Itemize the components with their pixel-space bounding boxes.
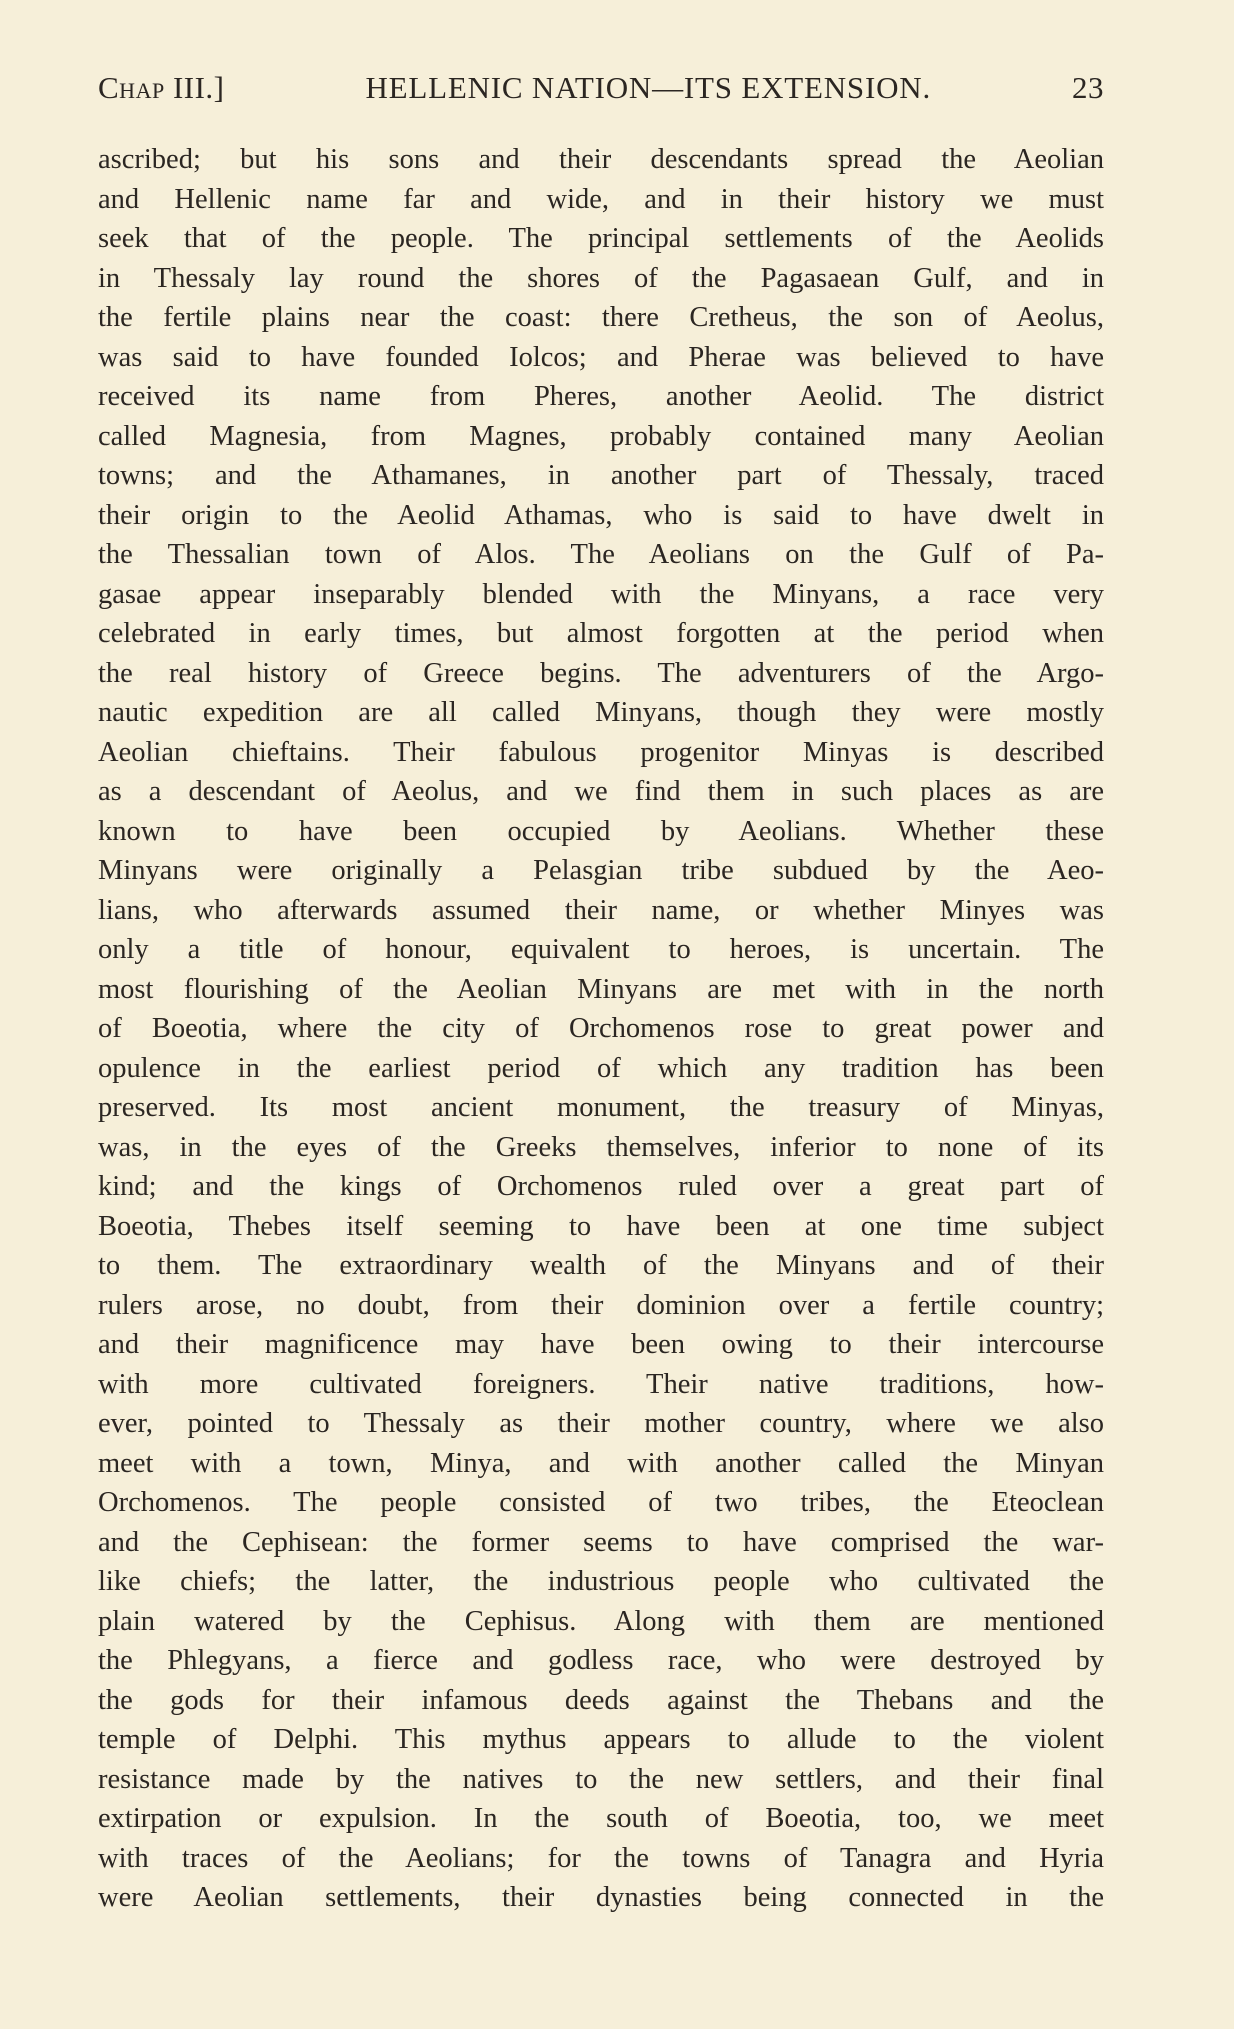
body-text — [98, 140, 1104, 1918]
text-line: Boeotia, Thebes itself seeming to have been at one time subject — [98, 1210, 1104, 1242]
text-line: extirpation or expulsion. In the south of Boeotia, too, we meet — [98, 1803, 1104, 1834]
text-line: with traces of the Aeolians; for the towns of Tanagra and Hyria — [98, 1842, 1104, 1874]
text-line: was said to have founded Iolcos; and Pherae was believed to have — [98, 341, 1104, 373]
text-line: temple of Delphi. This mythus appears to allude to the violent — [98, 1724, 1104, 1755]
text-line: with more cultivated foreigners. Their native traditions, how- — [98, 1368, 1104, 1400]
text-line: the gods for their infamous deeds against the Thebans and the — [98, 1684, 1104, 1716]
page-number: 23 — [1072, 70, 1104, 105]
text-line: and their magnificence may have been owing to their intercourse — [98, 1329, 1104, 1360]
text-line: towns; and the Athamanes, in another part of Thessaly, traced — [98, 460, 1104, 491]
text-line: ascribed; but his sons and their descendants spread the Aeolian — [98, 144, 1104, 175]
running-title: HELLENIC NATION—ITS EXTENSION. — [365, 70, 932, 105]
text-line: and Hellenic name far and wide, and in their history we must — [98, 183, 1104, 215]
text-line: seek that of the people. The principal settlements of the Aeolids — [98, 223, 1104, 254]
text-line: Aeolian chieftains. Their fabulous progenitor Minyas is described — [98, 736, 1104, 768]
text-line: was, in the eyes of the Greeks themselves, inferior to none of its — [98, 1131, 1104, 1163]
text-line: lians, who afterwards assumed their name, or whether Minyes was — [98, 894, 1104, 926]
text-line: meet with a town, Minya, and with another called the Minyan — [98, 1447, 1104, 1479]
text-line: like chiefs; the latter, the industrious people who cultivated the — [98, 1566, 1104, 1597]
text-line: to them. The extraordinary wealth of the Minyans and of their — [98, 1250, 1104, 1281]
text-line: were Aeolian settlements, their dynasties being connected in the — [98, 1882, 1104, 1913]
text-line: plain watered by the Cephisus. Along with them are mentioned — [98, 1605, 1104, 1637]
chapter-label: Chap III.] — [98, 70, 225, 105]
text-line: their origin to the Aeolid Athamas, who is said to have dwelt in — [98, 499, 1104, 531]
text-line: as a descendant of Aeolus, and we find them in such places as are — [98, 776, 1104, 807]
text-line: gasae appear inseparably blended with the Minyans, a race very — [98, 578, 1104, 610]
text-line: Minyans were originally a Pelasgian tribe subdued by the Aeo- — [98, 855, 1104, 886]
text-line: only a title of honour, equivalent to heroes, is uncertain. The — [98, 934, 1104, 965]
text-line: opulence in the earliest period of which any tradition has been — [98, 1052, 1104, 1084]
text-line: known to have been occupied by Aeolians. Whether these — [98, 815, 1104, 847]
text-line: resistance made by the natives to the new settlers, and their final — [98, 1763, 1104, 1795]
text-line: most flourishing of the Aeolian Minyans are met with in the north — [98, 973, 1104, 1005]
text-line: kind; and the kings of Orchomenos ruled over a great part of — [98, 1171, 1104, 1202]
text-line: preserved. Its most ancient monument, the treasury of Minyas, — [98, 1092, 1104, 1123]
text-line: rulers arose, no doubt, from their dominion over a fertile country; — [98, 1289, 1104, 1321]
text-line: the fertile plains near the coast: there Cretheus, the son of Aeolus, — [98, 302, 1104, 333]
text-line: the real history of Greece begins. The adventurers of the Argo- — [98, 657, 1104, 689]
running-head — [98, 70, 1104, 114]
text-line: the Thessalian town of Alos. The Aeolians on the Gulf of Pa- — [98, 539, 1104, 570]
text-line: Orchomenos. The people consisted of two tribes, the Eteoclean — [98, 1487, 1104, 1518]
text-line: celebrated in early times, but almost forgotten at the period when — [98, 618, 1104, 649]
text-line: received its name from Pheres, another Aeolid. The district — [98, 381, 1104, 412]
text-line: in Thessaly lay round the shores of the Pagasaean Gulf, and in — [98, 262, 1104, 294]
text-line: ever, pointed to Thessaly as their mother country, where we also — [98, 1408, 1104, 1439]
text-line: and the Cephisean: the former seems to have comprised the war- — [98, 1526, 1104, 1558]
text-line: nautic expedition are all called Minyans, though they were mostly — [98, 697, 1104, 728]
text-line: the Phlegyans, a fierce and godless race, who were destroyed by — [98, 1645, 1104, 1676]
text-line: called Magnesia, from Magnes, probably contained many Aeolian — [98, 420, 1104, 452]
text-line: of Boeotia, where the city of Orchomenos rose to great power and — [98, 1013, 1104, 1044]
